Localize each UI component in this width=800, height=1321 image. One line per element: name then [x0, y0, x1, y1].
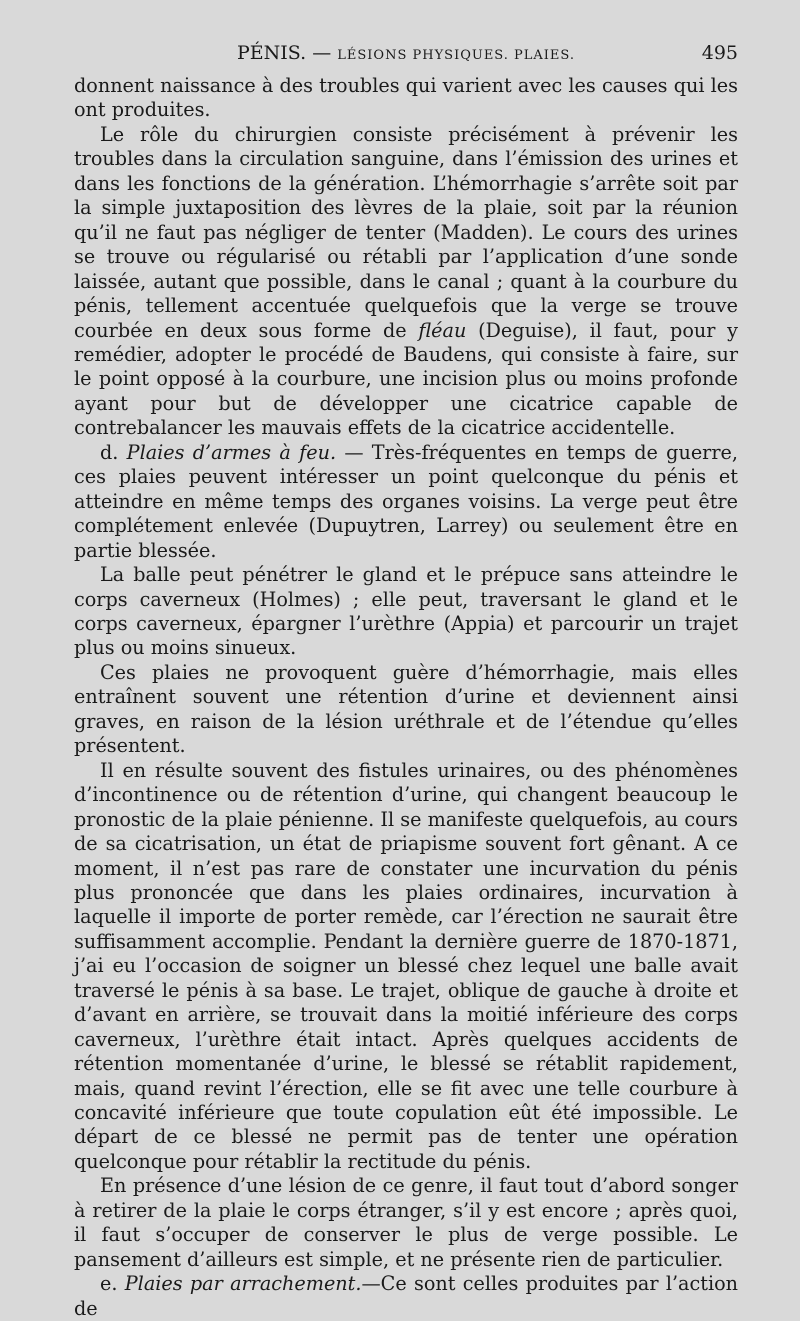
paragraph-2 [74, 123, 738, 441]
paragraph-text: Le rôle du chirurgien consiste précisément à prévenir les troubles dans la circulation sanguine, dans l’émission des urines et dans les fonctions de la génération. L’hémorrhagie s’arrête soit par la simple juxtaposition des lèvres de la plaie, soit par la réunion qu’il ne faut pas négliger de tenter (Madden). Le cours des urines se trouve ou régularisé ou rétabli par l’application d’une sonde laissée, autant que possible, dans le canal ; quant à la courbure du pénis, tellement accentuée quelquefois que la verge se trouve courbée en deux sous forme de [74, 122, 738, 342]
page-number: 495 [701, 42, 738, 64]
header-title-line [74, 42, 738, 64]
section-label: e. [100, 1272, 118, 1296]
running-header [74, 42, 738, 70]
paragraph-text-after: (Deguise), il faut, pour y remédier, adopter le procédé de Baudens, qui consiste à faire, sur le point opposé à la courbure, une incision plus ou moins profonde ayant pour but de développer une cicatrice capable de contrebalancer les mauvais effets de la cicatrice accidentelle. [74, 318, 738, 440]
paragraph-text: —Ce sont celles produites par l’action de [74, 1272, 738, 1320]
paragraph-4 [74, 563, 738, 661]
section-label: d. [100, 440, 119, 464]
header-title: PÉNIS. [237, 42, 307, 64]
body-text [74, 74, 738, 1321]
paragraph-text: Il en résulte souvent des fistules urinaires, ou des phénomènes d’incontinence ou de rétention d’urine, qui changent beaucoup le pronostic de la plaie pénienne. Il se manifeste quelquefois, au cours de sa cicatrisation, un état de priapisme souvent fort gênant. A ce moment, il n’est pas rare de constater une incurvation du pénis plus prononcée que dans les plaies ordinaires, incurvation à laquelle il importe de porter remède, car l’érection ne saurait être suffisamment accomplie. Pendant la dernière guerre de 1870-1871, j’ai eu l’occasion de soigner un blessé chez lequel une balle avait traversé le pénis à sa base. Le trajet, oblique de gauche à droite et d’avant en arrière, se trouvait dans la moitié inférieure des corps caverneux, l’urèthre était intact. Après quelques accidents de rétention momentanée d’urine, le blessé se rétablit rapidement, mais, quand revint l’érection, elle se fit avec une telle courbure à concavité inférieure que toute copulation eût été impossible. Le départ de ce blessé ne permit pas de tenter une opération quelconque pour rétablir la rectitude du pénis. [74, 758, 738, 1173]
paragraph-5 [74, 661, 738, 759]
header-dash: — [312, 42, 332, 64]
section-heading: Plaies par arrachement. [124, 1272, 362, 1296]
paragraph-1 [74, 74, 738, 123]
paragraph-7 [74, 1174, 738, 1272]
paragraph-text: En présence d’une lésion de ce genre, il faut tout d’abord songer à retirer de la plaie le corps étranger, s’il y est encore ; après quoi, il faut s’occuper de conserver le plus de verge possible. Le pansement d’ailleurs est simple, et ne présente rien de particulier. [74, 1174, 738, 1271]
paragraph-text: donnent naissance à des troubles qui varient avec les causes qui les ont produites. [74, 74, 738, 122]
paragraph-6 [74, 759, 738, 1175]
paragraph-8 [74, 1272, 738, 1321]
paragraph-text: — Très-fréquentes en temps de guerre, ces plaies peuvent intéresser un point quelconque du pénis et atteindre en même temps des organes voisins. La verge peut être complétement enlevée (Dupuytren, Larrey) ou seulement être en partie blessée. [74, 440, 738, 562]
header-subtitle: LÉSIONS PHYSIQUES. PLAIES. [337, 48, 575, 63]
paragraph-text: La balle peut pénétrer le gland et le prépuce sans atteindre le corps caverneux (Holmes) ; elle peut, traversant le gland et le corps caverneux, épargner l’urèthre (Appia) et parcourir un trajet plus ou moins sinueux. [74, 563, 738, 660]
paragraph-3 [74, 441, 738, 563]
emphasis-term: fléau [418, 318, 467, 342]
section-heading: Plaies d’armes à feu. [126, 440, 337, 464]
paragraph-text: Ces plaies ne provoquent guère d’hémorrhagie, mais elles entraînent souvent une rétention d’urine et deviennent ainsi graves, en raison de la lésion uréthrale et de l’étendue qu’elles présentent. [74, 660, 738, 758]
